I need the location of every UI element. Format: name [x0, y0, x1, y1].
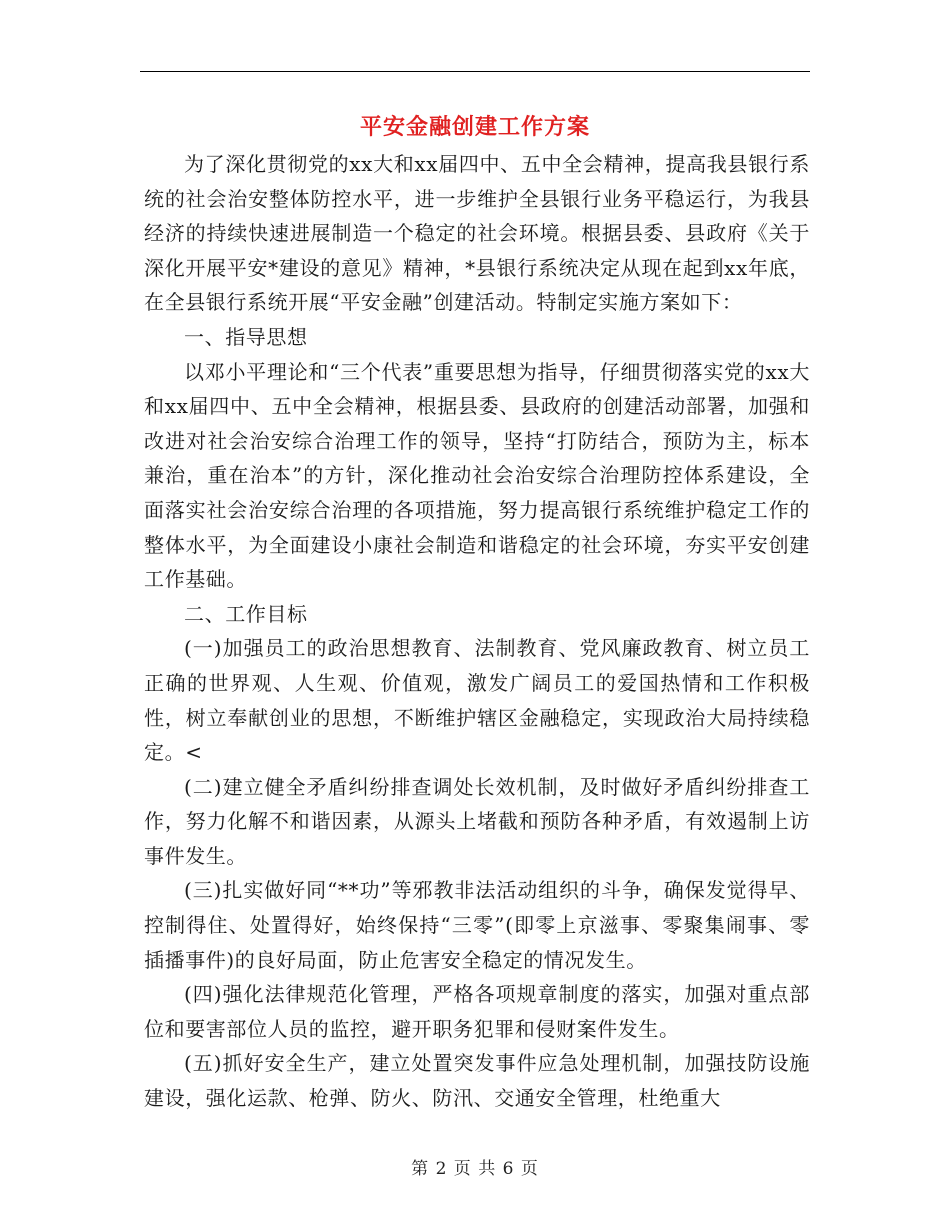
goal-item-4: (四)强化法律规范化管理，严格各项规章制度的落实，加强对重点部位和要害部位人员的监控，避开职务犯罪和侵财案件发生。: [144, 982, 810, 1041]
section-heading-work-goals: 二、工作目标: [184, 601, 308, 626]
goal-item-1: (一)加强员工的政治思想教育、法制教育、党风廉政教育、树立员工正确的世界观、人生观、价值观，激发广阔员工的爱国热情和工作积极性，树立奉献创业的思想，不断维护辖区金融稳定，实现政治大局持续稳定。<: [144, 636, 810, 765]
goal-item-3: (三)扎实做好同“**功”等邪教非法活动组织的斗争，确保发觉得早、控制得住、处置得好，始终保持“三零”(即零上京滋事、零聚集闹事、零插播事件)的良好局面，防止危害安全稳定的情况发生。: [144, 878, 810, 972]
goal-item-5: (五)抓好安全生产，建立处置突发事件应急处理机制，加强技防设施建设，强化运款、枪弹、防火、防汛、交通安全管理，杜绝重大: [144, 1051, 810, 1111]
header-rule: [140, 71, 810, 72]
goal-item-2: (二)建立健全矛盾纠纷排查调处长效机制，及时做好矛盾纠纷排查工作，努力化解不和谐因素，从源头上堵截和预防各种矛盾，有效遏制上访事件发生。: [144, 774, 810, 868]
guiding-ideology-paragraph: 以邓小平理论和“三个代表”重要思想为指导，仔细贯彻落实党的xx大和xx届四中、五中全会精神，根据县委、县政府的创建活动部署，加强和改进对社会治安综合治理工作的领导，坚持“打防结合，预防为主，标本兼治，重在治本”的方针，深化推动社会治安综合治理防控体系建设，全面落实社会治安综合治理的各项措施，努力提高银行系统维护稳定工作的整体水平，为全面建设小康社会制造和谐稳定的社会环境，夯实平安创建工作基础。: [144, 359, 810, 592]
intro-paragraph: 为了深化贯彻党的xx大和xx届四中、五中全会精神，提高我县银行系统的社会治安整体防控水平，进一步维护全县银行业务平稳运行，为我县经济的持续快速进展制造一个稳定的社会环境。根据县委、县政府《关于深化开展平安*建设的意见》精神，*县银行系统决定从现在起到xx年底，在全县银行系统开展“平安金融”创建活动。特制定实施方案如下：: [144, 152, 810, 315]
document-title: 平安金融创建工作方案: [359, 114, 590, 140]
document-body: [144, 147, 810, 1116]
page-number-footer: 第 2 页 共 6 页: [411, 1159, 539, 1179]
section-heading-guiding-ideology: 一、指导思想: [184, 324, 308, 349]
